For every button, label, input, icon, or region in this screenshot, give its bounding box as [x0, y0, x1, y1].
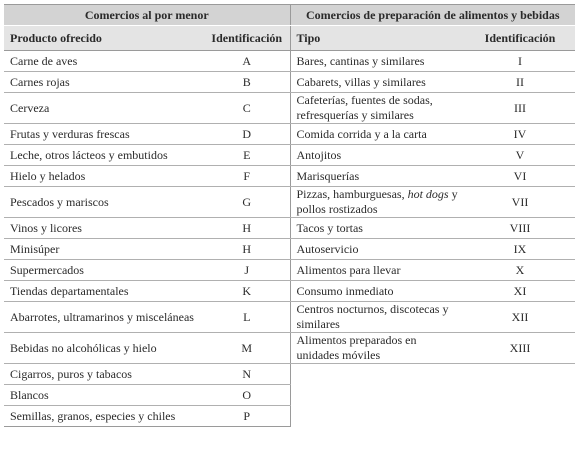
- table-row: [4, 281, 575, 302]
- food-type-line2: refresquerías y similares: [296, 108, 414, 122]
- food-type-line2: similares: [296, 317, 340, 331]
- retail-product-cell: Cerveza: [4, 93, 204, 124]
- table-row: [4, 385, 575, 406]
- retail-id-cell: H: [204, 239, 290, 260]
- food-id-cell: IV: [465, 124, 575, 145]
- food-id-cell: XI: [465, 281, 575, 302]
- empty-cell: [465, 364, 575, 385]
- food-type-cell: Alimentos para llevar: [290, 260, 465, 281]
- table-row: [4, 333, 575, 364]
- food-id-cell: XII: [465, 302, 575, 333]
- retail-product-cell: Vinos y licores: [4, 218, 204, 239]
- food-type-suffix: y: [448, 187, 458, 201]
- food-id-cell: VI: [465, 166, 575, 187]
- column-header-row: [4, 26, 575, 51]
- food-group-header: Comercios de preparación de alimentos y bebidas: [290, 5, 575, 26]
- retail-product-cell: Frutas y verduras frescas: [4, 124, 204, 145]
- table-row: [4, 145, 575, 166]
- retail-product-cell: Blancos: [4, 385, 204, 406]
- food-id-cell: X: [465, 260, 575, 281]
- food-type-cell: Marisquerías: [290, 166, 465, 187]
- food-type-cell: Bares, cantinas y similares: [290, 51, 465, 72]
- food-id-column-header: Identificación: [465, 26, 575, 51]
- retail-product-cell: Abarrotes, ultramarinos y misceláneas: [4, 302, 204, 333]
- retail-id-cell: E: [204, 145, 290, 166]
- food-id-cell: III: [465, 93, 575, 124]
- retail-id-cell: O: [204, 385, 290, 406]
- retail-id-cell: C: [204, 93, 290, 124]
- table-row: [4, 124, 575, 145]
- retail-id-cell: M: [204, 333, 290, 364]
- retail-id-cell: F: [204, 166, 290, 187]
- food-id-cell: V: [465, 145, 575, 166]
- table-row: [4, 260, 575, 281]
- table-row: [4, 239, 575, 260]
- food-type-italic: hot dogs: [407, 187, 449, 201]
- food-type-line1: Alimentos preparados en: [296, 333, 417, 347]
- group-header-row: [4, 5, 575, 26]
- retail-id-cell: D: [204, 124, 290, 145]
- retail-id-cell: N: [204, 364, 290, 385]
- retail-product-cell: Semillas, granos, especies y chiles: [4, 406, 204, 427]
- table-row: [4, 218, 575, 239]
- table-row: [4, 166, 575, 187]
- retail-id-cell: L: [204, 302, 290, 333]
- table-row: [4, 364, 575, 385]
- retail-product-cell: Supermercados: [4, 260, 204, 281]
- food-id-cell: VII: [465, 187, 575, 218]
- empty-cell: [290, 385, 465, 406]
- food-type-cell: Autoservicio: [290, 239, 465, 260]
- retail-product-cell: Carnes rojas: [4, 72, 204, 93]
- food-type-prefix: Pizzas, hamburguesas,: [296, 187, 408, 201]
- food-type-cell: [290, 93, 465, 124]
- food-type-cell: [290, 187, 465, 218]
- retail-id-cell: H: [204, 218, 290, 239]
- retail-product-cell: Tiendas departamentales: [4, 281, 204, 302]
- retail-product-cell: Cigarros, puros y tabacos: [4, 364, 204, 385]
- retail-product-cell: Minisúper: [4, 239, 204, 260]
- table-row: [4, 406, 575, 427]
- retail-id-cell: J: [204, 260, 290, 281]
- food-type-cell: Antojitos: [290, 145, 465, 166]
- product-column-header: Producto ofrecido: [4, 26, 204, 51]
- type-column-header: Tipo: [290, 26, 465, 51]
- retail-id-cell: B: [204, 72, 290, 93]
- empty-cell: [465, 385, 575, 406]
- retail-product-cell: Hielo y helados: [4, 166, 204, 187]
- table-row: [4, 187, 575, 218]
- food-type-cell: [290, 302, 465, 333]
- food-type-line2: unidades móviles: [296, 348, 381, 362]
- food-id-cell: I: [465, 51, 575, 72]
- retail-product-cell: Leche, otros lácteos y embutidos: [4, 145, 204, 166]
- food-id-cell: II: [465, 72, 575, 93]
- table-row: [4, 72, 575, 93]
- food-id-cell: IX: [465, 239, 575, 260]
- table-row: [4, 51, 575, 72]
- retail-product-cell: Bebidas no alcohólicas y hielo: [4, 333, 204, 364]
- food-type-line1: Centros nocturnos, discotecas y: [296, 302, 449, 316]
- retail-id-column-header: Identificación: [204, 26, 290, 51]
- retail-id-cell: K: [204, 281, 290, 302]
- food-type-line2: pollos rostizados: [296, 202, 378, 216]
- table: [4, 4, 575, 427]
- empty-cell: [290, 364, 465, 385]
- food-type-cell: [290, 333, 465, 364]
- retail-id-cell: P: [204, 406, 290, 427]
- table-row: [4, 302, 575, 333]
- food-type-cell: Cabarets, villas y similares: [290, 72, 465, 93]
- business-classification-table: [4, 4, 575, 427]
- food-id-cell: VIII: [465, 218, 575, 239]
- food-type-cell: Comida corrida y a la carta: [290, 124, 465, 145]
- food-type-cell: Tacos y tortas: [290, 218, 465, 239]
- food-type-line1: Cafeterías, fuentes de sodas,: [296, 93, 433, 107]
- retail-product-cell: Carne de aves: [4, 51, 204, 72]
- retail-product-cell: Pescados y mariscos: [4, 187, 204, 218]
- retail-group-header: Comercios al por menor: [4, 5, 290, 26]
- table-row: [4, 93, 575, 124]
- empty-cell: [290, 406, 465, 427]
- retail-id-cell: G: [204, 187, 290, 218]
- empty-cell: [465, 406, 575, 427]
- food-type-cell: Consumo inmediato: [290, 281, 465, 302]
- food-id-cell: XIII: [465, 333, 575, 364]
- retail-id-cell: A: [204, 51, 290, 72]
